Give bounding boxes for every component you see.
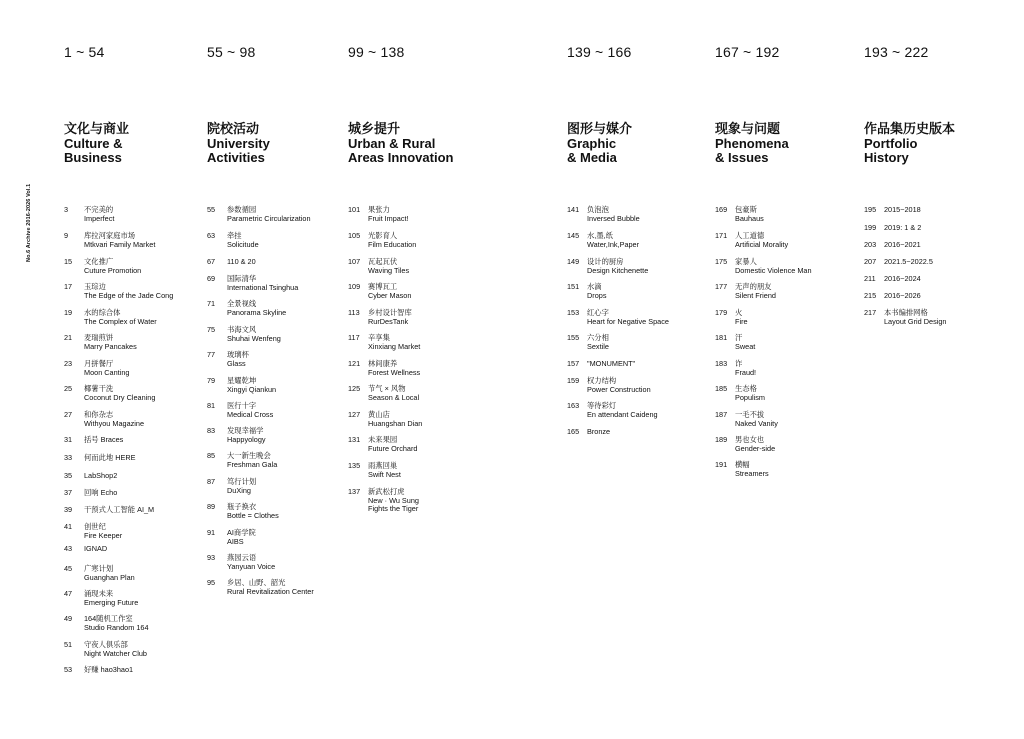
entry-title-cn: 玉琮边 [84, 282, 106, 291]
entry-title-cn: 守夜人俱乐部 [84, 640, 128, 649]
entry-title-cn: 水的综合体 [84, 308, 121, 317]
page-number: 35 [64, 471, 73, 480]
entry-title-en: Guanghan Plan [84, 572, 135, 582]
page-number: 175 [715, 257, 728, 266]
page-number: 179 [715, 308, 728, 317]
page-number: 93 [207, 553, 216, 562]
entry-title-cn: 瓦起瓦伏 [368, 257, 398, 266]
entry-title-cn: 新武松打虎 [368, 487, 405, 496]
page-number: 69 [207, 274, 216, 283]
page-number: 91 [207, 528, 216, 537]
entry-title-cn: 医行十字 [227, 401, 257, 410]
entry-title-en: Withyou Magazine [84, 418, 145, 428]
page-number: 33 [64, 453, 73, 462]
page-number: 87 [207, 477, 216, 486]
section-title-title-en1: Portfolio [864, 135, 918, 151]
entry-title-en: Panorama Skyline [227, 307, 287, 317]
entry-title-cn: 牵挂 [227, 231, 242, 240]
entry-title-en: Emerging Future [84, 597, 139, 607]
entry-title-en: Fruit Impact! [368, 213, 409, 223]
entry-title-en: Yanyuan Voice [227, 561, 276, 571]
page-number: 77 [207, 350, 216, 359]
entry-title-cn: IGNAD [84, 544, 108, 553]
page-range: 1 ~ 54 [64, 44, 105, 60]
page-range: 139 ~ 166 [567, 44, 632, 60]
section-title-title-en2: History [864, 150, 909, 165]
page-number: 55 [207, 205, 216, 214]
entry-title-cn: 诈 [735, 359, 743, 368]
entry-title-en: Xingyi Qiankun [227, 384, 277, 394]
section-title-title-en2: & Issues [715, 150, 769, 165]
section-title-title-en1: Culture & [64, 135, 123, 151]
entry-title-cn: 包豪斯 [735, 205, 757, 214]
entry-title-cn: 负泡泡 [587, 205, 609, 214]
page-number: 121 [348, 359, 361, 368]
section-title-title-en2: Business [64, 150, 122, 165]
entry-title-cn: 干预式人工智能 AI_M [84, 505, 155, 514]
entry-title-en: En attendant Caideng [587, 409, 658, 419]
entry-title-en: Glass [227, 358, 246, 368]
section-title-title-cn: 院校活动 [207, 121, 260, 136]
page-number: 53 [64, 665, 73, 674]
entry-title-en: Naked Vanity [735, 418, 778, 428]
entry-title-cn: 果张力 [368, 205, 390, 214]
entry-title-cn: 110 & 20 [227, 257, 256, 266]
entry-title-en: Mtkvari Family Market [84, 239, 156, 249]
page-number: 127 [348, 410, 361, 419]
page-range: 167 ~ 192 [715, 44, 780, 60]
entry-title-cn: 生态格 [735, 384, 757, 393]
entry-title-cn: 燕园云语 [227, 553, 257, 562]
page-number: 203 [864, 240, 877, 249]
page-number: 153 [567, 308, 580, 317]
entry-title-cn: 玻璃杯 [227, 350, 249, 359]
entry-title-en: Waving Tiles [368, 265, 410, 275]
entry-title-cn: 人工道德 [735, 231, 765, 240]
entry-title-en: Xinxiang Market [368, 341, 421, 351]
entry-title-cn: LabShop2 [84, 471, 118, 480]
entry-title-en: Cuture Promotion [84, 265, 142, 275]
entry-title-en: The Edge of the Jade Cong [84, 290, 174, 300]
page-number: 83 [207, 426, 216, 435]
entry-title-cn: 2015~2018 [884, 205, 921, 214]
entry-title-en: International Tsinghua [227, 282, 299, 292]
section-title-title-cn: 城乡提升 [348, 121, 401, 136]
section-title-title-cn: 图形与媒介 [567, 121, 633, 136]
page-number: 149 [567, 257, 580, 266]
entry-title-cn: 文化推广 [84, 257, 114, 266]
page-number: 117 [348, 333, 360, 342]
entry-title-en: Streamers [735, 468, 769, 478]
entry-title-cn: 黄山店 [368, 410, 390, 419]
entry-title-cn: 水,墨,纸 [587, 231, 613, 240]
page-number: 131 [348, 435, 361, 444]
entry-title-cn: 广寒计划 [84, 564, 114, 573]
section-title-title-en1: Graphic [567, 135, 617, 151]
page-number: 47 [64, 589, 73, 598]
entry-title-en: Happyology [227, 434, 266, 444]
section-title-title-en1: Urban & Rural [348, 135, 436, 151]
section-title [348, 122, 453, 166]
entry-title-en: Film Education [368, 239, 417, 249]
page-number: 3 [64, 205, 69, 214]
page-number: 185 [715, 384, 728, 393]
entry-title-cn: 笃行计划 [227, 477, 257, 486]
section-title [64, 122, 129, 166]
entry-title-cn: 参数循园 [227, 205, 257, 214]
entry-title-cn: 椰薯干洗 [84, 384, 114, 393]
page-number: 105 [348, 231, 361, 240]
page-number: 195 [864, 205, 877, 214]
page-number: 171 [715, 231, 728, 240]
page-number: 207 [864, 257, 877, 266]
page-number: 63 [207, 231, 216, 240]
section-title [567, 122, 632, 166]
entry-title-cn: 麦瑞煎饼 [84, 333, 114, 342]
entry-title-en: Swift Nest [368, 469, 401, 479]
entry-title-en: Populism [735, 392, 766, 402]
entry-title-cn: 国际清华 [227, 274, 257, 283]
section-title-title-en2: Activities [207, 150, 265, 165]
page-number: 125 [348, 384, 361, 393]
entry-title-cn: 男也女也 [735, 435, 765, 444]
page-number: 23 [64, 359, 73, 368]
page-number: 155 [567, 333, 580, 342]
entry-title-en: Freshman Gala [227, 459, 278, 469]
entry-title-cn: 红心字 [587, 308, 609, 317]
page-number: 89 [207, 502, 216, 511]
page-number: 95 [207, 578, 216, 587]
entry-title-en: Bauhaus [735, 213, 764, 223]
entry-title-cn: 大一新生晚会 [227, 451, 271, 460]
entry-title-cn: 瓶子换衣 [227, 502, 257, 511]
entry-title-en: Drops [587, 290, 607, 300]
entry-title-en: Future Orchard [368, 443, 418, 453]
page-number: 217 [864, 308, 877, 317]
entry-title-en: Parametric Circularization [227, 213, 311, 223]
entry-title-en: Rural Revitalization Center [227, 586, 314, 596]
page-number: 151 [567, 282, 580, 291]
page-number: 165 [567, 427, 580, 436]
page-number: 39 [64, 505, 73, 514]
entry-title-en: New · Wu Sung [368, 495, 419, 505]
page-number: 137 [348, 487, 361, 496]
entry-title-en: Studio Random 164 [84, 622, 149, 632]
entry-title-cn: 发现幸福学 [227, 426, 264, 435]
entry-title-cn: 六分相 [587, 333, 609, 342]
entry-title-cn: 2016~2021 [884, 240, 921, 249]
entry-title-cn: 本书编排网格 [884, 308, 928, 317]
entry-title-cn: 创世纪 [84, 522, 106, 531]
page-number: 215 [864, 291, 877, 300]
page-number: 15 [64, 257, 73, 266]
section-title-title-en2: & Media [567, 150, 617, 165]
page-number: 159 [567, 376, 580, 385]
entry-title-cn: 何而此地 HERE [84, 453, 136, 462]
entry-title-cn: 书海文风 [227, 325, 257, 334]
page-number: 19 [64, 308, 73, 317]
entry-title-cn: 设计的厨房 [587, 257, 624, 266]
entry-title-en: Design Kitchenette [587, 265, 649, 275]
entry-title-cn: 权力结构 [587, 376, 617, 385]
entry-title-cn: 2019: 1 & 2 [884, 223, 922, 232]
archive-side-label: No.6 Archive 2016-2026 Vol.1 [26, 183, 32, 262]
page-number: 17 [64, 282, 73, 291]
entry-title-en: Bronze [587, 427, 611, 436]
entry-title-cn: 和你杂志 [84, 410, 114, 419]
page-range: 99 ~ 138 [348, 44, 405, 60]
entry-title-en: Silent Friend [735, 290, 776, 300]
page-number: 135 [348, 461, 361, 470]
entry-title-cn: 括号 Braces [84, 435, 124, 444]
entry-title-cn: 月拼餐厅 [84, 359, 114, 368]
page-number: 81 [207, 401, 216, 410]
page-number: 107 [348, 257, 361, 266]
entry-title-cn: 回响 Echo [84, 488, 118, 497]
entry-title-en: Fights the Tiger [368, 504, 419, 513]
page-number: 141 [567, 205, 580, 214]
entry-title-cn: 赛博瓦工 [368, 282, 398, 291]
section-title [715, 122, 789, 166]
page-number: 191 [715, 460, 728, 469]
entry-title-en: Bottle = Clothes [227, 510, 279, 520]
entry-title-cn: 乡村设计智库 [368, 308, 412, 317]
entry-title-cn: 2016~2026 [884, 291, 921, 300]
entry-title-cn: 林间康养 [368, 359, 398, 368]
entry-title-en: Imperfect [84, 213, 115, 223]
entry-title-cn: 全景视线 [227, 299, 257, 308]
section-title-title-cn: 作品集历史版本 [864, 121, 956, 136]
entry-title-cn: 节气 × 风物 [368, 384, 406, 393]
page-number: 43 [64, 544, 73, 553]
page-number: 109 [348, 282, 361, 291]
entry-title-en: Fire Keeper [84, 530, 123, 540]
page-number: 27 [64, 410, 73, 419]
entry-title-en: Heart for Negative Space [587, 316, 669, 326]
entry-title-cn: 火 [735, 308, 743, 317]
entry-title-en: Sweat [735, 341, 756, 351]
entry-title-en: RurDesTank [368, 316, 409, 326]
entry-title-en: Water,Ink,Paper [587, 239, 640, 249]
entry-title-en: Cyber Mason [368, 290, 412, 300]
entry-title-en: Inversed Bubble [587, 213, 640, 223]
section-title-title-en1: University [207, 135, 270, 151]
entry-title-en: Power Construction [587, 384, 651, 394]
entry-title-en: Fire [735, 316, 748, 326]
section-title [864, 122, 955, 166]
entry-title-en: Night Watcher Club [84, 648, 147, 658]
entry-title-en: Marry Pancakes [84, 341, 137, 351]
entry-title-en: Coconut Dry Cleaning [84, 392, 156, 402]
page-number: 181 [715, 333, 728, 342]
page-number: 37 [64, 488, 73, 497]
entry-title-cn: 2016~2024 [884, 274, 921, 283]
page-number: 71 [207, 299, 216, 308]
entry-title-en: AIBS [227, 536, 244, 546]
entry-title-cn: 星耀乾坤 [227, 376, 257, 385]
page-number: 211 [864, 274, 876, 283]
entry-title-en: Huangshan Dian [368, 418, 423, 428]
page-number: 199 [864, 223, 877, 232]
page-number: 85 [207, 451, 216, 460]
entry-title-cn: 无声的朋友 [735, 282, 772, 291]
entry-title-cn: 雨燕回巢 [368, 461, 398, 470]
entry-title-cn: 涌现未来 [84, 589, 114, 598]
page-number: 187 [715, 410, 728, 419]
entry-title-cn: 2021.5~2022.5 [884, 257, 933, 266]
page-number: 157 [567, 359, 580, 368]
entry-title-en: Gender-side [735, 443, 776, 453]
page-range: 55 ~ 98 [207, 44, 256, 60]
entry-title-en: Domestic Violence Man [735, 265, 812, 275]
entry-title-en: Solicitude [227, 239, 259, 249]
page-number: 49 [64, 614, 73, 623]
page-number: 67 [207, 257, 216, 266]
entry-title-cn: 未来果园 [368, 435, 398, 444]
page-range: 193 ~ 222 [864, 44, 929, 60]
page-number: 163 [567, 401, 580, 410]
entry-title-cn: "MONUMENT" [587, 359, 636, 368]
page-number: 183 [715, 359, 728, 368]
entry-title-en: Layout Grid Design [884, 316, 947, 326]
section-title [207, 122, 270, 166]
page-number: 51 [64, 640, 73, 649]
page-number: 45 [64, 564, 73, 573]
entry-title-en: Medical Cross [227, 409, 274, 419]
entry-title-en: Artificial Morality [735, 239, 789, 249]
page-number: 31 [64, 435, 73, 444]
entry-title-en: Sextile [587, 341, 609, 351]
entry-title-en: Forest Wellness [368, 367, 421, 377]
page-number: 79 [207, 376, 216, 385]
page-number: 169 [715, 205, 728, 214]
entry-title-cn: 164随机工作室 [84, 614, 133, 623]
entry-title-cn: 好赚 hao3hao1 [84, 665, 134, 674]
page-number: 101 [348, 205, 361, 214]
page-number: 145 [567, 231, 580, 240]
entry-title-cn: 汗 [735, 333, 743, 342]
page-number: 189 [715, 435, 728, 444]
entry-title-cn: 辛享集 [368, 333, 390, 342]
section-title-title-en2: Areas Innovation [348, 150, 454, 165]
entry-title-cn: AI商学院 [227, 528, 256, 537]
entry-title-cn: 库拉河家庭市场 [84, 231, 136, 240]
page-number: 21 [64, 333, 73, 342]
entry-title-en: Season & Local [368, 392, 420, 402]
page-number: 177 [715, 282, 728, 291]
entry-title-en: Fraud! [735, 367, 757, 377]
entry-title-en: The Complex of Water [84, 316, 157, 326]
section-title-title-en1: Phenomena [715, 135, 789, 151]
section-title-title-cn: 文化与商业 [64, 121, 130, 136]
entry-title-cn: 等待彩灯 [587, 401, 617, 410]
page-number: 9 [64, 231, 69, 240]
page-number: 75 [207, 325, 216, 334]
page-number: 113 [348, 308, 360, 317]
entry-title-cn: 水滴 [587, 282, 602, 291]
page-number: 25 [64, 384, 73, 393]
section-title-title-cn: 现象与问题 [715, 121, 781, 136]
entry-title-cn: 光影育人 [368, 231, 398, 240]
entry-title-cn: 一毛不拔 [735, 410, 765, 419]
entry-title-cn: 横幅 [735, 460, 750, 469]
entry-title-en: Shuhai Wenfeng [227, 333, 281, 343]
entry-title-en: DuXing [227, 485, 251, 495]
entry-title-cn: 家暴人 [735, 257, 757, 266]
page-number: 41 [64, 522, 73, 531]
entry-title-cn: 乡居、山野、韶光 [227, 578, 286, 587]
entry-title-cn: 不完美的 [84, 205, 114, 214]
entry-title-en: Moon Canting [84, 367, 130, 377]
